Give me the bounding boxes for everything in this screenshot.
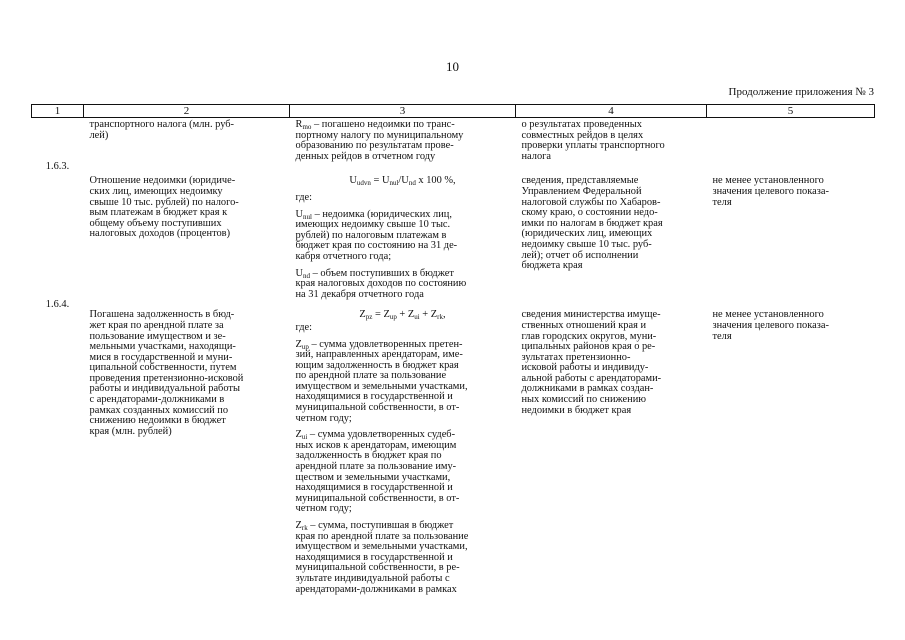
target-cell: не менее установленного значения целевого показа- теля [712, 175, 829, 208]
where-label: где: [295, 321, 313, 333]
definition-z-rk: $Z_{rk}$ – сумма, поступившая в бюджет края по арендной плате за пользование имуществом и земельными участками, находящимися в государственной и муниципальной собственности, в ре- зультате индивидуальной работы с арендаторами-должниками в рамках [295, 520, 469, 595]
column-header-5: 5 [707, 105, 875, 118]
method-cell [290, 118, 516, 163]
definition-z-ui: $Z_{ui}$ – сумма удовлетворенных судеб- ных исков к арендаторам, имеющим задолженность в бюджет края по арендной плате за пользование иму- ществом и земельными участками, находящимися в государственной и муниципальной собственности, в от- четном году; [295, 429, 460, 515]
indicator-name-cell: транспортного налога (млн. руб- лей) [89, 119, 235, 141]
continuation-caption: Продолжение приложения № 3 [728, 86, 874, 98]
table-row-1-6-4 [32, 300, 875, 595]
formula-u-udvn: $U_{udvn} = U_{nul}/U_{nd}$ х 100 %, [349, 175, 456, 188]
column-header-3: 3 [290, 105, 516, 118]
indicator-name-cell: Погашена задолженность в бюд- жет края по арендной плате за пользование имуществом и зе- мельными участками, находящи- мися в государственной и муни- ципальной собственности, путем проведения претензионно-исковой работы и индивидуальной работы с арендаторами-должниками в рамках созданных комиссий по снижению недоимки в бюджет края (млн. рублей) [89, 309, 244, 437]
source-cell: сведения, представляемые Управлением Федеральной налоговой службы по Хабаров- скому краю, о состоянии недо- имки по налогам в бюджет края (юридических лиц, имеющих недоимку свыше 10 тыс. руб- лей); отчет об исполнении бюджета края [521, 175, 663, 272]
source-cell: сведения министерства имуще- ственных отношений края и глав городских округов, муни- ципальных районов края о ре- зультатах претензионно- исковой работы и индивиду- альной работы с арендаторами- должниками в рамках создан- ных комиссий по снижению недоимки в бюджет края [521, 309, 662, 416]
row-number-cell: 1.6.3. [45, 161, 70, 173]
table-row-continuation [32, 118, 875, 163]
definition-r-mo: $R_{mo}$ – погашено недоимки по транс- портному налогу по муниципальному образованию по результатам прове- денных рейдов в отчетном году [295, 119, 464, 162]
formula-z-pz: $Z_{pz} = Z_{up} + Z_{ui} + Z_{rk}$, [359, 309, 446, 322]
row-number-cell: 1.6.4. [45, 299, 70, 311]
indicator-name-cell: Отношение недоимки (юридиче- ских лиц, имеющих недоимку свыше 10 тыс. рублей) по налого- вым платежам в бюджет края к общему объему поступивших налоговых доходов (процентов) [89, 175, 239, 240]
column-number-row [32, 105, 875, 118]
method-cell [290, 162, 516, 300]
source-cell: о результатах проведенных совместных рейдов в целях проверки уплаты транспортного налога [521, 119, 665, 162]
definition-u-nul: $U_{nul}$ – недоимка (юридических лиц, имеющих недоимку свыше 10 тыс. рублей) по налоговым платежам в бюджет края по состоянию на 31 де- кабря отчетного года; [295, 208, 458, 262]
target-cell [707, 118, 875, 163]
column-header-4: 4 [516, 105, 707, 118]
row-number-cell [32, 118, 84, 163]
column-header-1: 1 [32, 105, 84, 118]
where-label: где: [295, 191, 313, 203]
target-cell: не менее установленного значения целевого показа- теля [712, 309, 829, 342]
definition-z-up: $Z_{up}$ – сумма удовлетворенных претен- зий, направленных арендаторам, име- ющим задолженность в бюджет края по арендной плате за пользование имуществом и земельными участками, находящимися в государственной и муниципальной собственности, в от- четном году; [295, 338, 468, 424]
indicators-table [31, 104, 875, 595]
column-header-2: 2 [84, 105, 290, 118]
method-cell [290, 300, 516, 595]
definition-u-nd: $U_{nd}$ – объем поступивших в бюджет края налоговых доходов по состоянию на 31 декабря отчетного года [295, 267, 467, 300]
table-row-1-6-3 [32, 162, 875, 300]
page-number: 10 [446, 59, 459, 74]
